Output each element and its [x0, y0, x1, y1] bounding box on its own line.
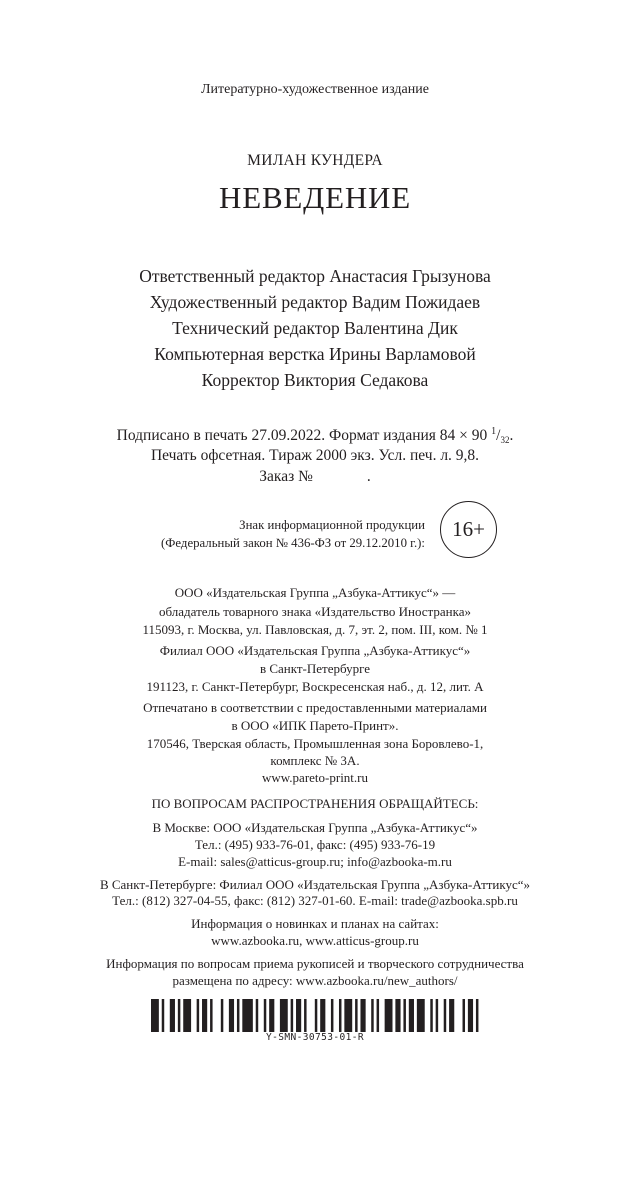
format-denominator: 32 — [500, 435, 510, 445]
barcode-bar — [339, 999, 341, 1032]
barcode-bar — [178, 999, 180, 1032]
barcode-bar — [344, 999, 352, 1032]
spb-line: В Санкт-Петербурге: Филиал ООО «Издательская Группа „Азбука-Аттикус“» — [99, 877, 531, 892]
credit-line: Корректор Виктория Седакова — [201, 370, 429, 390]
barcode-bar — [371, 999, 373, 1032]
barcode-bar — [417, 999, 425, 1032]
branch-line: в Санкт-Петербурге — [259, 661, 371, 676]
barcode-bar — [170, 999, 175, 1032]
branch-line: Филиал ООО «Издательская Группа „Азбука-Аттикус“» — [159, 643, 471, 658]
printer-line: комплекс № 3А. — [270, 753, 360, 768]
manuscripts-line: размещена по адресу: www.azbooka.ru/new_authors/ — [172, 973, 458, 988]
barcode-bar — [468, 999, 473, 1032]
barcode-bar — [385, 999, 393, 1032]
printer-line: 170546, Тверская область, Промышленная зона Боровлево-1, — [146, 736, 484, 751]
barcode-bar — [409, 999, 414, 1032]
moscow-line: В Москве: ООО «Издательская Группа „Азбука-Аттикус“» — [152, 820, 478, 835]
age-rating-badge: 16+ — [440, 501, 497, 558]
barcode-bar — [476, 999, 478, 1032]
barcode-bar — [183, 999, 191, 1032]
barcode-bar — [237, 999, 239, 1032]
barcode-bar — [210, 999, 212, 1032]
publisher-line: 115093, г. Москва, ул. Павловская, д. 7, эт. 2, пом. III, ком. № 1 — [142, 622, 488, 637]
barcode-bar — [291, 999, 293, 1032]
spb-line: Тел.: (812) 327-04-55, факс: (812) 327-01-60. E-mail: trade@azbooka.spb.ru — [112, 893, 518, 908]
moscow-line: E-mail: sales@atticus-group.ru; info@azbooka-m.ru — [178, 854, 452, 869]
barcode-bar — [264, 999, 266, 1032]
credit-line: Компьютерная верстка Ирины Варламовой — [154, 344, 476, 364]
age-info-line: Знак информационной продукции — [239, 518, 425, 532]
barcode-bar — [355, 999, 357, 1032]
order-line — [0, 468, 630, 486]
manuscripts-line: Информация по вопросам приема рукописей и творческого сотрудничества — [106, 956, 524, 971]
barcode-bar — [304, 999, 306, 1032]
barcode-bar — [256, 999, 258, 1032]
publisher-line: ООО «Издательская Группа „Азбука-Аттикус“» — — [174, 585, 456, 600]
barcode-bar — [296, 999, 301, 1032]
printer-url: www.pareto-print.ru — [261, 770, 368, 785]
barcode-bar — [151, 999, 159, 1032]
barcode-bar — [202, 999, 207, 1032]
print-signed-line: Подписано в печать 27.09.2022. Формат издания 84 × 90 $^1/_{32}$. — [116, 426, 514, 445]
format-numerator: 1 — [491, 426, 497, 437]
print-signed-text: Подписано в печать 27.09.2022. Формат издания 84 × 90 — [116, 427, 492, 444]
barcode-bar — [221, 999, 223, 1032]
barcode-bar — [197, 999, 199, 1032]
age-info-text — [120, 516, 425, 552]
barcode-bar — [430, 999, 432, 1032]
branch-line: 191123, г. Санкт-Петербург, Воскресенская наб., д. 12, лит. А — [146, 679, 484, 694]
barcode-bar — [162, 999, 164, 1032]
barcode-bar — [463, 999, 465, 1032]
credit-line: Художественный редактор Вадим Пожидаев — [149, 292, 481, 312]
order-end: . — [366, 468, 371, 485]
barcode-bar — [269, 999, 274, 1032]
barcode-bar — [449, 999, 454, 1032]
barcode-bar — [444, 999, 446, 1032]
barcode — [151, 999, 484, 1032]
barcode-bar — [320, 999, 325, 1032]
barcode-bar — [315, 999, 317, 1032]
barcode-bar — [395, 999, 400, 1032]
barcode-bar — [377, 999, 379, 1032]
author-name: МИЛАН КУНДЕРА — [247, 152, 383, 169]
barcode-bar — [360, 999, 365, 1032]
publisher-line: обладатель товарного знака «Издательство Иностранка» — [158, 604, 472, 619]
age-info-line: (Федеральный закон № 436-ФЗ от 29.12.2010 г.): — [161, 536, 425, 550]
order-label: Заказ № — [259, 468, 313, 485]
barcode-bar — [436, 999, 438, 1032]
barcode-bar — [242, 999, 253, 1032]
moscow-line: Тел.: (495) 933-76-01, факс: (495) 933-76-19 — [194, 837, 436, 852]
distribution-heading: ПО ВОПРОСАМ РАСПРОСТРАНЕНИЯ ОБРАЩАЙТЕСЬ: — [151, 796, 479, 811]
barcode-code: Y-SMN-30753-01-R — [266, 1032, 364, 1043]
print-details-line: Печать офсетная. Тираж 2000 экз. Усл. печ. л. 9,8. — [150, 447, 480, 464]
barcode-bar — [331, 999, 333, 1032]
barcode-bar — [280, 999, 288, 1032]
barcode-bar — [229, 999, 234, 1032]
credit-line: Ответственный редактор Анастасия Грызунова — [139, 266, 491, 286]
printer-line: в ООО «ИПК Парето-Принт». — [231, 718, 399, 733]
credit-line: Технический редактор Валентина Дик — [172, 318, 458, 338]
news-line: www.azbooka.ru, www.atticus-group.ru — [211, 933, 419, 948]
barcode-bar — [403, 999, 405, 1032]
news-line: Информация о новинках и планах на сайтах: — [191, 916, 439, 931]
book-title: НЕВЕДЕНИЕ — [219, 180, 411, 215]
printer-line: Отпечатано в соответствии с предоставленными материалами — [143, 700, 487, 715]
genre-line: Литературно-художественное издание — [201, 82, 429, 97]
